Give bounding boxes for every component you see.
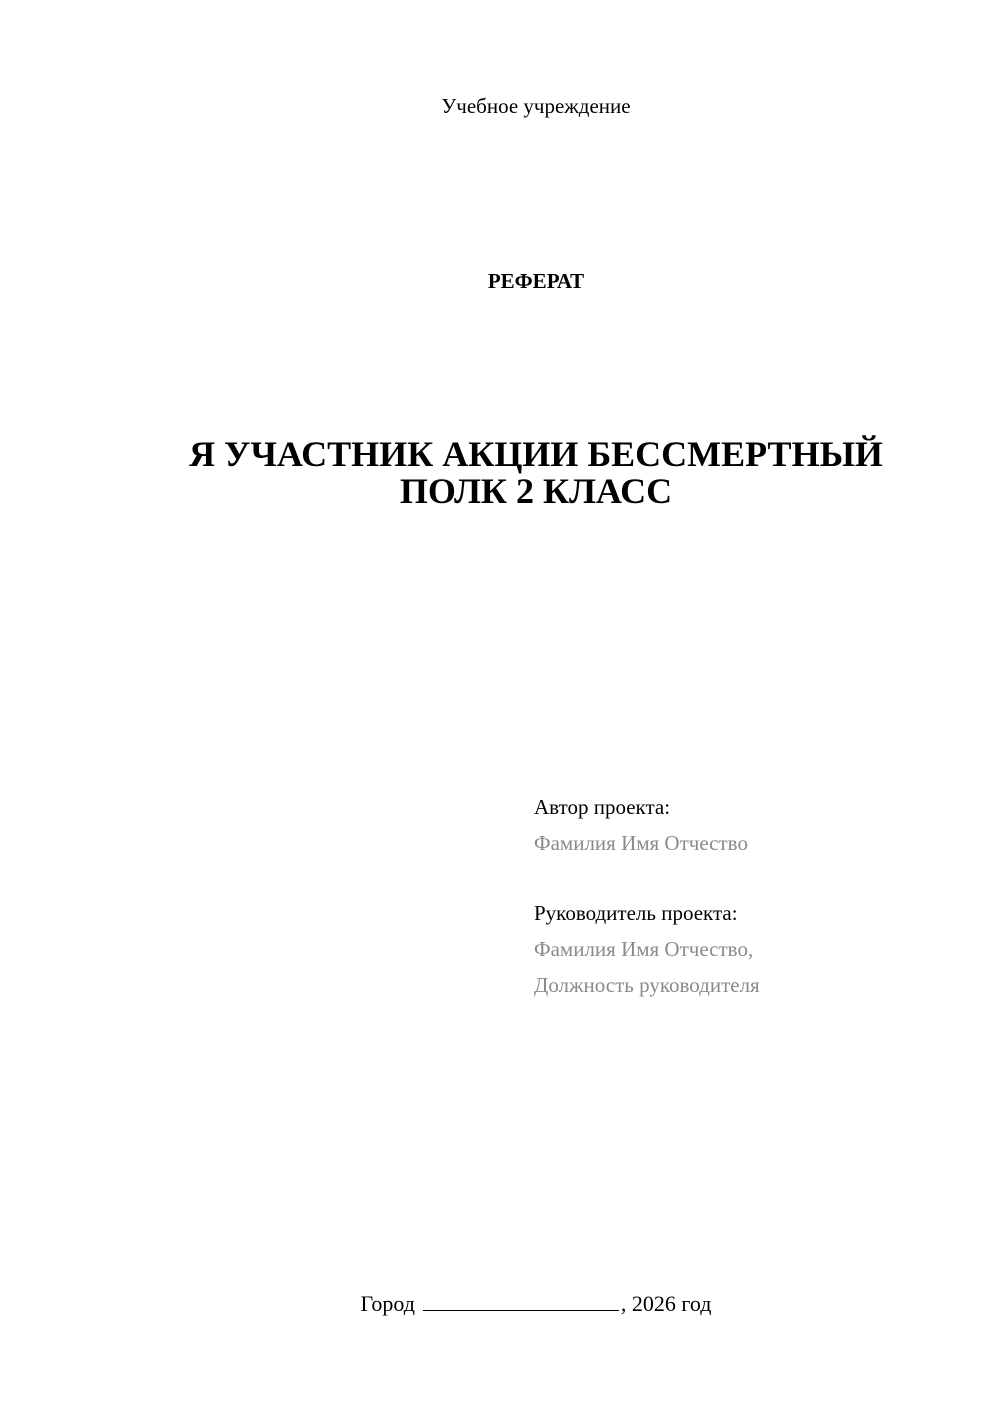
footer-line bbox=[361, 1290, 712, 1318]
author-label: Автор проекта: bbox=[534, 795, 671, 819]
title-block bbox=[0, 436, 1000, 510]
title-line-2: ПОЛК 2 КЛАСС bbox=[399, 471, 673, 511]
doc-type-block bbox=[0, 268, 1000, 294]
credits-spacer bbox=[534, 861, 974, 895]
supervisor-label: Руководитель проекта: bbox=[534, 901, 738, 925]
city-blank-line bbox=[423, 1290, 619, 1311]
year-text: , 2026 год bbox=[620, 1291, 712, 1316]
author-name: Фамилия Имя Отчество bbox=[534, 831, 748, 855]
title-line-1: Я УЧАСТНИК АКЦИИ БЕССМЕРТНЫЙ bbox=[189, 434, 883, 474]
document-title bbox=[156, 436, 916, 510]
institution-block bbox=[0, 93, 1000, 119]
supervisor-position: Должность руководителя bbox=[534, 973, 760, 997]
credits-block bbox=[534, 789, 974, 1003]
footer-block bbox=[0, 1290, 1000, 1318]
city-label: Город bbox=[360, 1291, 415, 1316]
doc-type-heading: РЕФЕРАТ bbox=[487, 269, 585, 293]
institution-name: Учебное учреждение bbox=[441, 94, 631, 118]
supervisor-name: Фамилия Имя Отчество, bbox=[534, 937, 754, 961]
